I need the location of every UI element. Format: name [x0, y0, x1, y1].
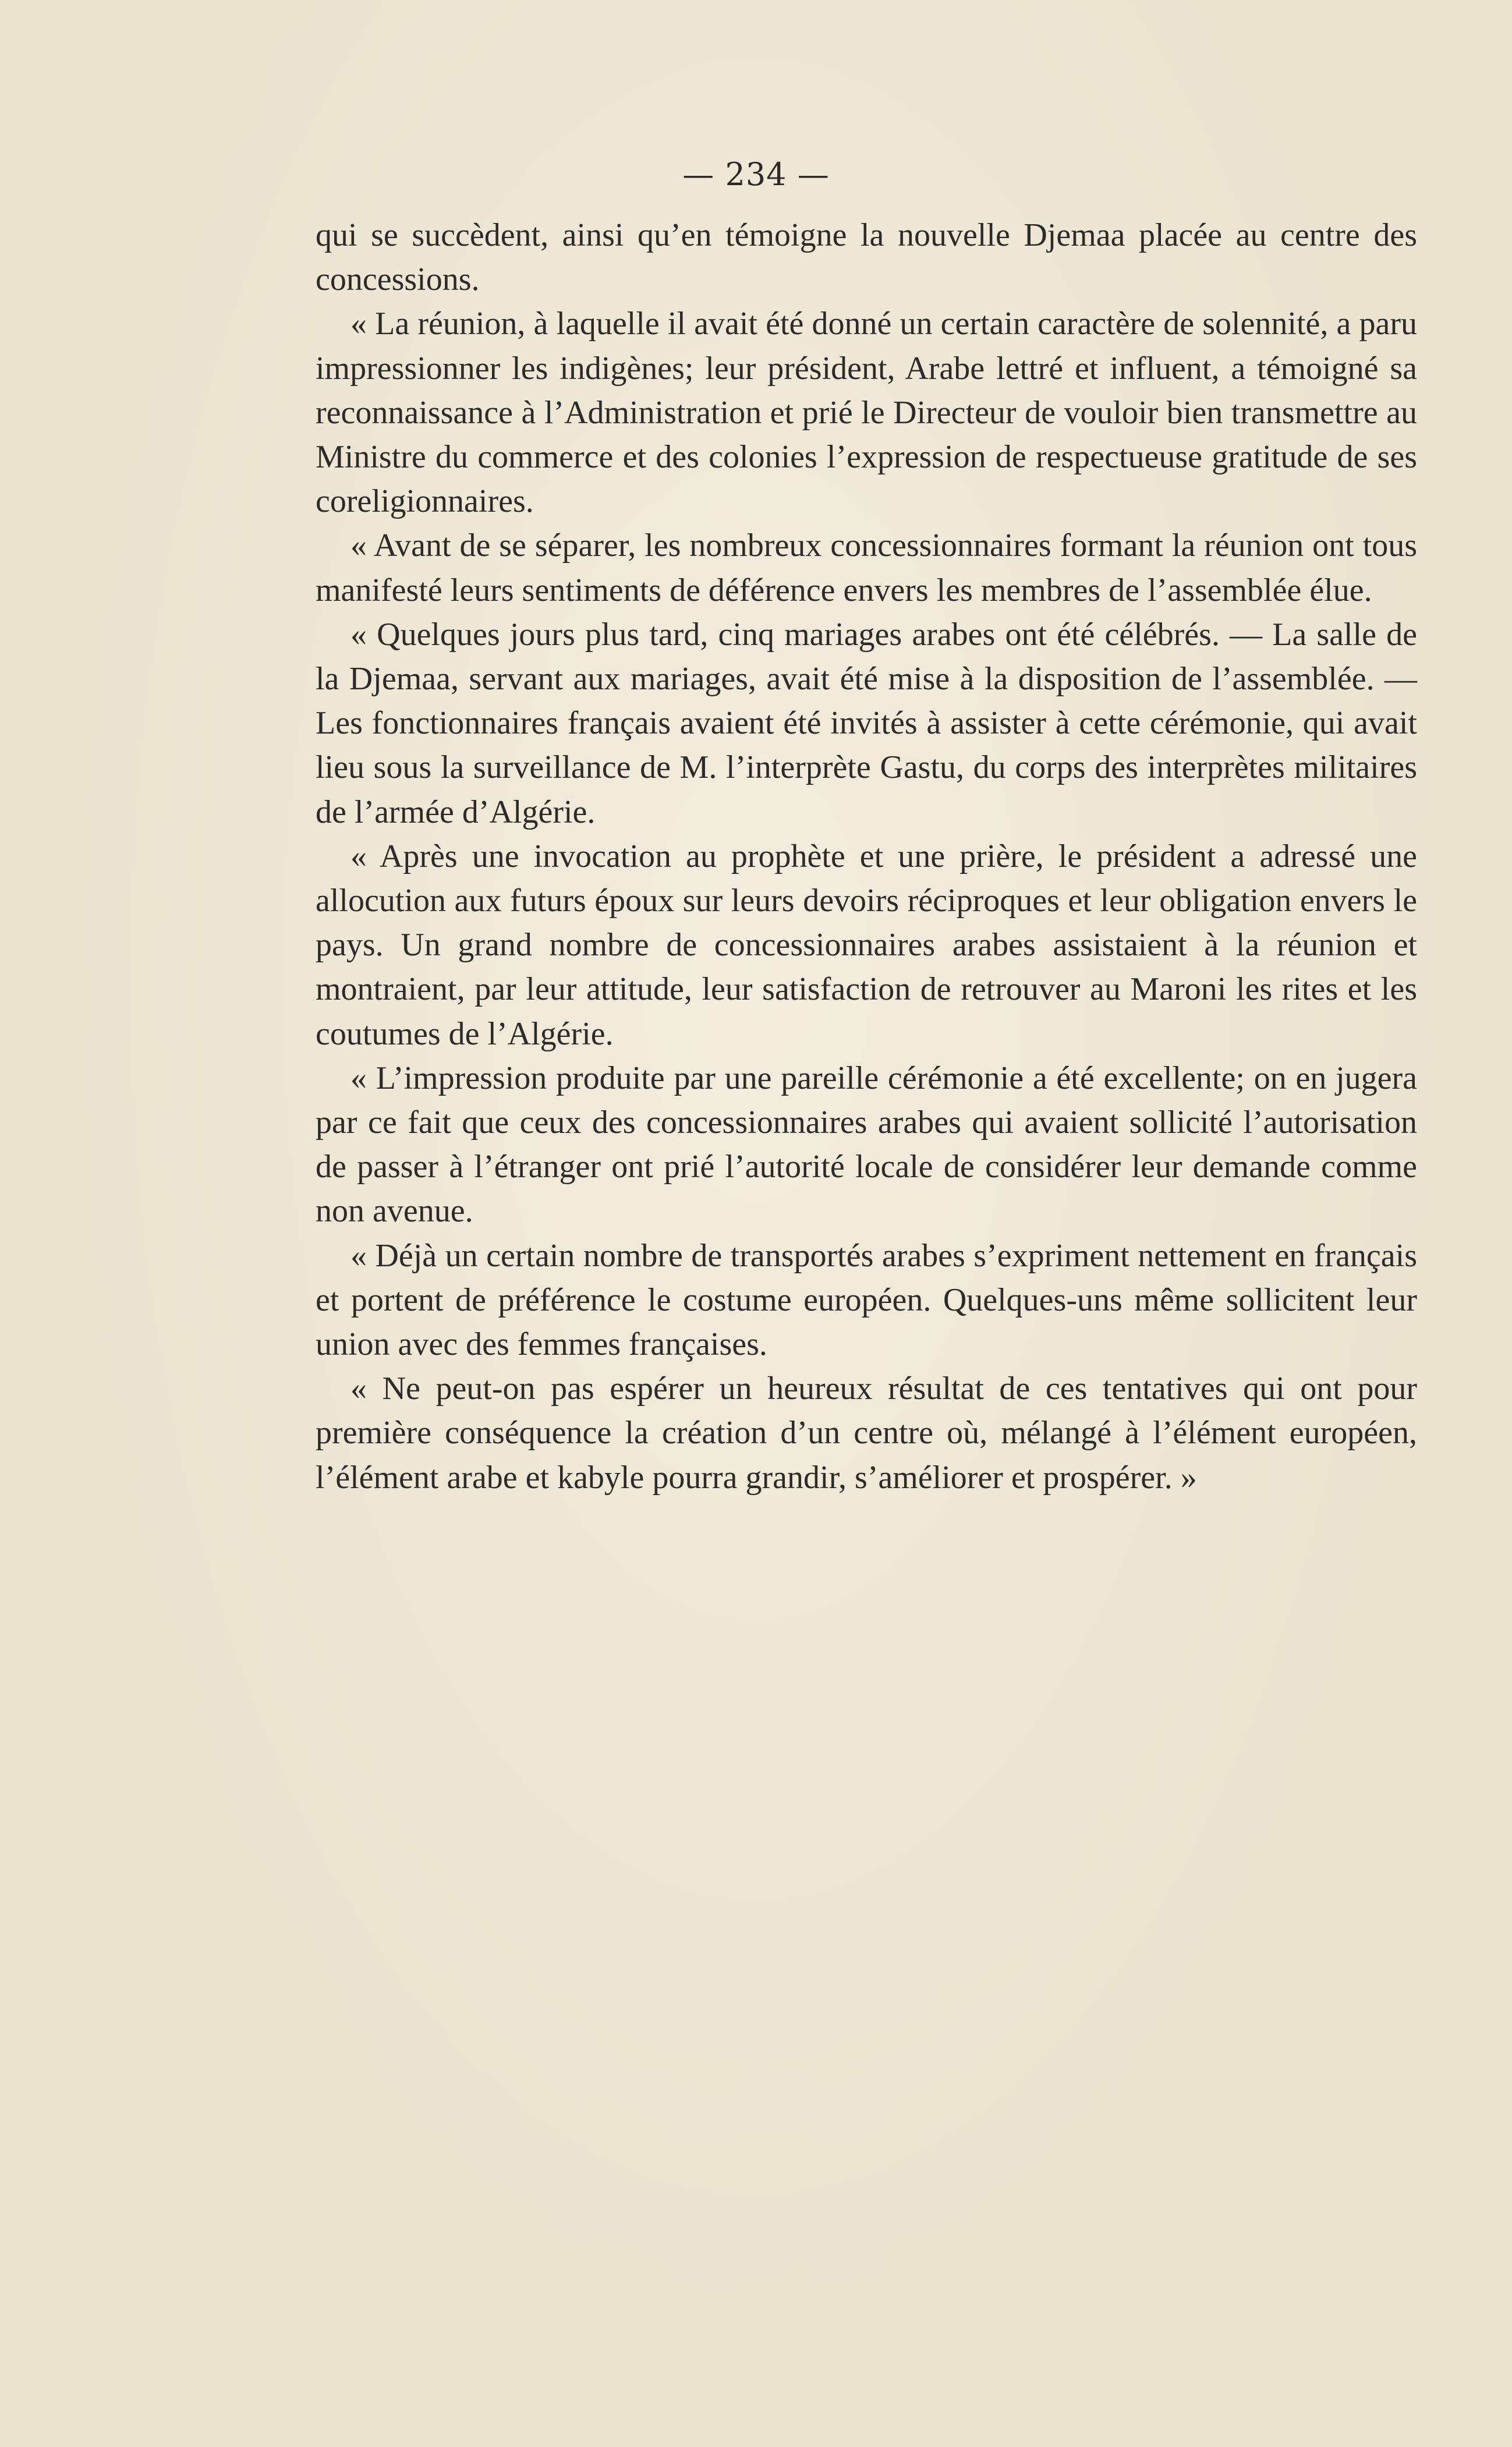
paragraph: « Déjà un certain nombre de transportés arabes s’expriment nettement en français et portent de préférence le costume européen. Quelques-uns même sollicitent leur union avec des femmes françaises.	[316, 1237, 1417, 1363]
paragraph: « L’impression produite par une pareille cérémonie a été excellente; on en jugera par ce fait que ceux des concessionnaires arabes qui avaient sollicité l’autorisation de passer à l’étranger ont prié l’autorité locale de considérer leur demande comme non avenue.	[316, 1060, 1417, 1230]
body-text	[316, 213, 1417, 1500]
page-number: — 234 —	[682, 156, 830, 193]
paragraph: « Ne peut-on pas espérer un heureux résultat de ces tentatives qui ont pour première conséquence la création d’un centre où, mélangé à l’élément européen, l’élément arabe et kabyle pourra grandir, s’améliorer et prospérer. »	[316, 1371, 1417, 1496]
paragraph: « La réunion, à laquelle il avait été donné un certain caractère de solennité, a paru impressionner les indigènes; leur président, Arabe lettré et influent, a témoigné sa reconnaissance à l’Administration et prié le Directeur de vouloir bien transmettre au Ministre du commerce et des colonies l’expression de respectueuse gratitude de ses coreligionnaires.	[316, 306, 1417, 520]
paragraph: qui se succèdent, ainsi qu’en témoigne la nouvelle Djemaa placée au centre des concessions.	[316, 217, 1417, 298]
paragraph: « Avant de se séparer, les nombreux concessionnaires formant la réunion ont tous manifesté leurs sentiments de déférence envers les membres de l’assemblée élue.	[316, 527, 1417, 608]
paragraph: « Quelques jours plus tard, cinq mariages arabes ont été célébrés. — La salle de la Djemaa, servant aux mariages, avait été mise à la disposition de l’assemblée. — Les fonctionnaires français avaient été invités à assister à cette cérémonie, qui avait lieu sous la surveillance de M. l’interprète Gastu, du corps des interprètes militaires de l’armée d’Algérie.	[316, 616, 1417, 830]
paragraph: « Après une invocation au prophète et une prière, le président a adressé une allocution aux futurs époux sur leurs devoirs réciproques et leur obligation envers le pays. Un grand nombre de concessionnaires arabes assistaient à la réunion et montraient, par leur attitude, leur satisfaction de retrouver au Maroni les rites et les coutumes de l’Algérie.	[316, 838, 1417, 1052]
